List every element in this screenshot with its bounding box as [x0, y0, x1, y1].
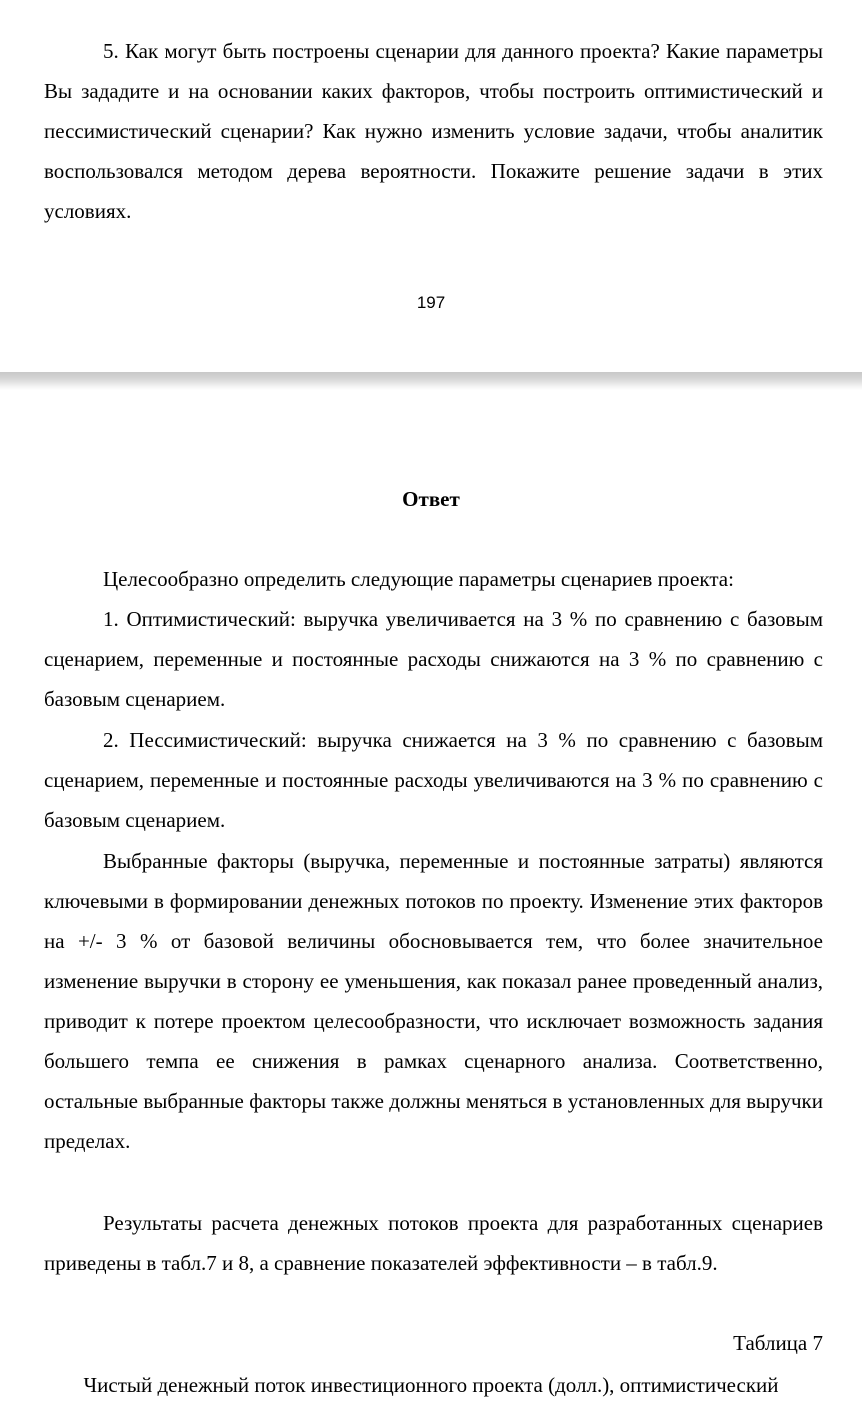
answer-paragraph-results: Результаты расчета денежных потоков проекта для разработанных сценариев приведены в табл.7 и 8, а сравнение показателей эффективности – в табл.9.: [44, 1211, 823, 1275]
table-label: Таблица 7: [733, 1331, 823, 1355]
answer-heading: Ответ: [402, 487, 460, 511]
page-break: [0, 372, 862, 390]
page-number: 197: [416, 293, 446, 312]
question-paragraph: 5. Как могут быть построены сценарии для данного проекта? Какие параметры Вы зададите и на основании каких факторов, чтобы построить оптимистический и пессимистический сценарии? Как нужно изменить условие задачи, чтобы аналитик воспользовался методом дерева вероятности. Покажите решение задачи в этих условиях.: [44, 39, 823, 223]
table-caption: Чистый денежный поток инвестиционного проекта (долл.), оптимистический: [83, 1373, 779, 1397]
answer-paragraph-optimistic: 1. Оптимистический: выручка увеличивается на 3 % по сравнению с базовым сценарием, переменные и постоянные расходы снижаются на 3 % по сравнению с базовым сценарием.: [44, 607, 823, 711]
answer-paragraph-intro: Целесообразно определить следующие параметры сценариев проекта:: [103, 567, 734, 591]
answer-paragraph-pessimistic: 2. Пессимистический: выручка снижается на 3 % по сравнению с базовым сценарием, переменные и постоянные расходы увеличиваются на 3 % по сравнению с базовым сценарием.: [44, 728, 823, 832]
answer-paragraph-factors: Выбранные факторы (выручка, переменные и постоянные затраты) являются ключевыми в формировании денежных потоков по проекту. Изменение этих факторов на +/- 3 % от базовой величины обосновывается тем, что более значительное изменение выручки в сторону ее уменьшения, как показал ранее проведенный анализ, приводит к потере проектом целесообразности, что исключает возможность задания большего темпа ее снижения в рамках сценарного анализа. Соответственно, остальные выбранные факторы также должны меняться в установленных для выручки пределах.: [44, 849, 823, 1153]
